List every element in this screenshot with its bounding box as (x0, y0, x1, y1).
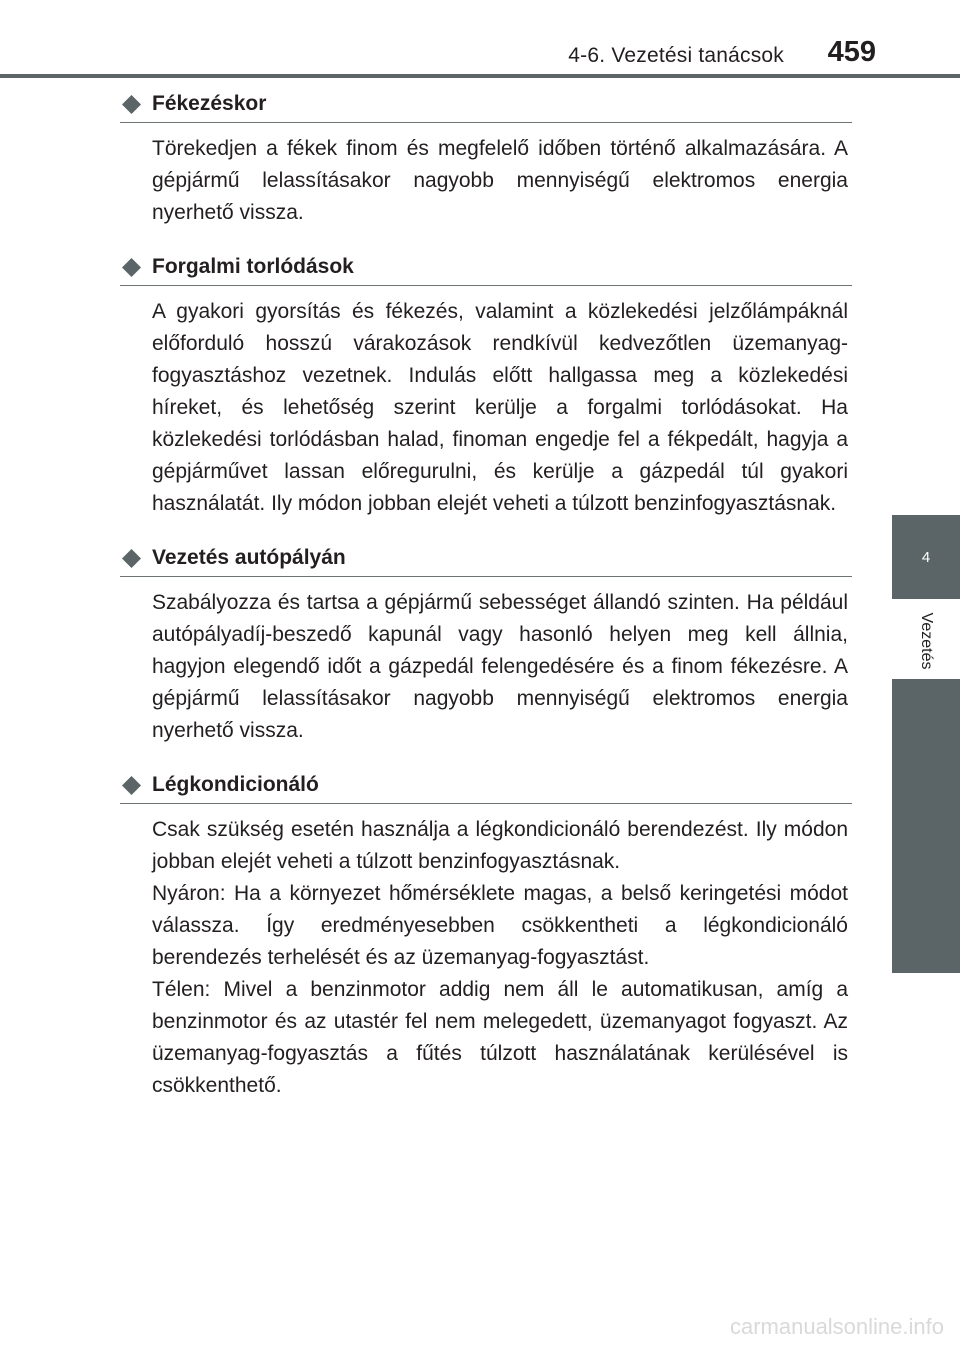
page-header (0, 0, 960, 80)
section-heading (120, 86, 852, 123)
section-legkondicionalo (120, 767, 852, 1102)
page-number: 459 (827, 36, 876, 68)
section-heading (120, 767, 852, 804)
section-title: Fékezéskor (152, 92, 267, 115)
diamond-icon (122, 549, 141, 568)
chapter-side-bar (892, 679, 960, 973)
chapter-number: 4 (921, 548, 931, 566)
section-paragraph: A gyakori gyorsítás és fékezés, valamint a közlekedési jelzőlámpáknál előforduló hosszú várakozások rendkívül kedvezőtlen üzemanyag-fogyasztáshoz vezetnek. Indulás előtt hallgassa meg a közlekedési híreket, és lehetőség szerint kerülje a forgalmi torlódásokat. Ha közlekedési torlódásban halad, finoman engedje fel a fékpedált, hagyja a gépjárművet lassan előregurulni, és kerülje a gázpedál túl gyakori használatát. Ily módon jobban elejét veheti a túlzott benzinfogyasztásnak. (152, 300, 848, 515)
chapter-label: Vezetés (918, 612, 935, 670)
header-rule (0, 74, 960, 78)
section-forgalmi-torlodasok (120, 249, 852, 520)
section-title: Vezetés autópályán (152, 546, 346, 569)
section-paragraph: Télen: Mivel a benzinmotor addig nem áll le automatikusan, amíg a benzinmotor és az utastér fel nem melegedett, üzemanyagot fogyaszt. Az üzemanyag-fogyasztás a fűtés túlzott használatának kerülésével is csökkenthető. (152, 978, 848, 1097)
page-content (120, 86, 852, 1102)
section-paragraph: Szabályozza és tartsa a gépjármű sebességet állandó szinten. Ha például autópályadíj-beszedő kapunál vagy hasonló helyen meg kell állnia, hagyjon elegendő időt a gázpedál felengedésére és a finom fékezésre. A gépjármű lelassításakor nagyobb mennyiségű elektromos energia nyerhető vissza. (152, 591, 848, 742)
section-fekezeskor (120, 86, 852, 229)
section-title: Légkondicionáló (152, 773, 319, 796)
section-paragraph: Csak szükség esetén használja a légkondicionáló berendezést. Ily módon jobban elejét veheti a túlzott benzinfogyasztásnak. (152, 818, 848, 873)
header-section-title: 4-6. Vezetési tanácsok (568, 44, 784, 67)
section-heading (120, 249, 852, 286)
section-title: Forgalmi torlódások (152, 255, 354, 278)
section-paragraph: Nyáron: Ha a környezet hőmérséklete magas, a belső keringetési módot válassza. Így eredményesebben csökkentheti a légkondicionáló berendezés terhelését és az üzemanyag-fogyasztást. (152, 882, 848, 969)
section-paragraph: Törekedjen a fékek finom és megfelelő időben történő alkalmazására. A gépjármű lelassításakor nagyobb mennyiségű elektromos energia nyerhető vissza. (152, 137, 848, 224)
diamond-icon (122, 258, 141, 277)
chapter-label-area (892, 599, 960, 679)
chapter-tab[interactable] (892, 515, 960, 599)
watermark: carmanualsonline.info (729, 1314, 944, 1339)
section-vezetes-autopalyan (120, 540, 852, 747)
diamond-icon (122, 776, 141, 795)
section-heading (120, 540, 852, 577)
diamond-icon (122, 95, 141, 114)
